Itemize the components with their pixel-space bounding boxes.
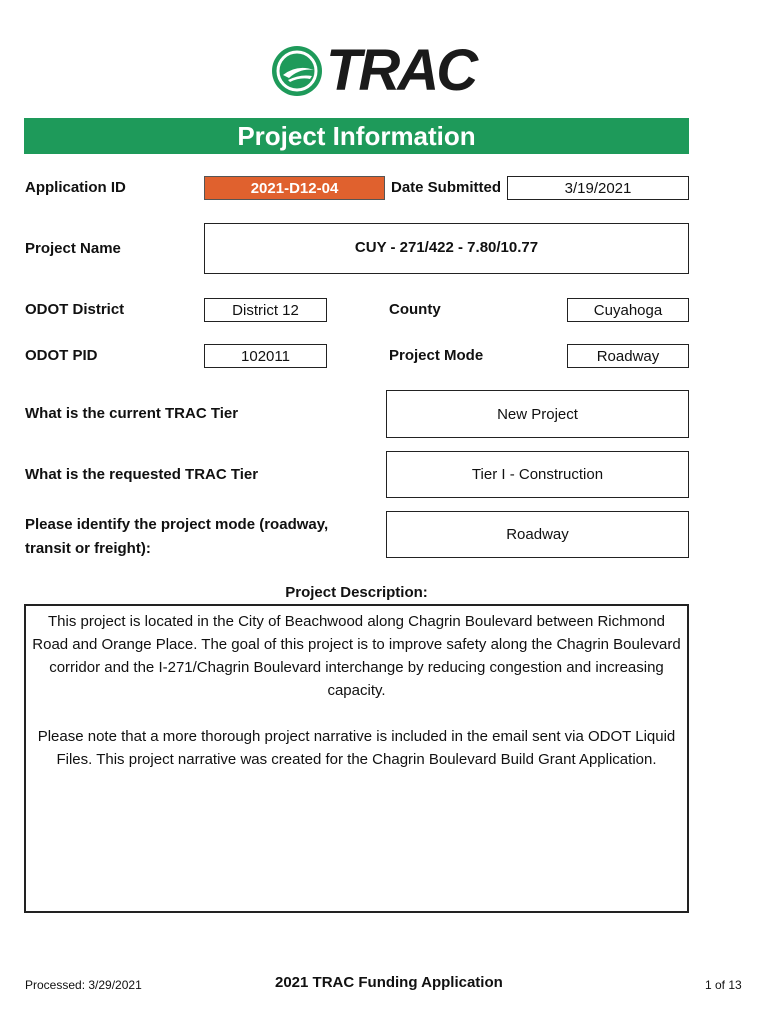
- requested-tier-label: What is the requested TRAC Tier: [25, 466, 259, 483]
- project-description-box[interactable]: [24, 604, 689, 913]
- odot-district-field[interactable]: District 12: [204, 298, 327, 322]
- date-submitted-label: Date Submitted: [391, 179, 502, 196]
- processed-date: Processed: 3/29/2021: [25, 978, 142, 992]
- date-submitted-field[interactable]: 3/19/2021: [507, 176, 689, 200]
- odot-pid-label: ODOT PID: [25, 347, 98, 364]
- current-tier-label: What is the current TRAC Tier: [25, 405, 239, 422]
- trac-emblem-icon: [270, 44, 324, 98]
- project-name-field[interactable]: CUY - 271/422 - 7.80/10.77: [204, 223, 689, 274]
- project-description-paragraph-2: Please note that a more thorough project narrative is included in the email sent via ODOT Liquid Files. This project narrative was created for the Chagrin Boulevard Build Grant Application.: [37, 728, 676, 768]
- project-description-paragraph-1: This project is located in the City of Beachwood along Chagrin Boulevard between Richmond Road and Orange Place. The goal of this project is to improve safety along the Chagrin Boulevard corridor and the I-271/Chagrin Boulevard interchange by reducing congestion and increasing capacity.: [32, 613, 681, 699]
- footer-title: 2021 TRAC Funding Application: [275, 974, 503, 991]
- project-description-title: Project Description:: [285, 584, 428, 601]
- current-tier-field[interactable]: New Project: [386, 390, 689, 438]
- odot-district-label: ODOT District: [25, 301, 125, 318]
- logo-text: TRAC: [326, 38, 476, 103]
- page-title: Project Information: [237, 121, 476, 151]
- county-label: County: [389, 301, 441, 318]
- project-name-label: Project Name: [25, 240, 121, 257]
- identify-mode-label-line1: Please identify the project mode (roadway,: [25, 516, 329, 533]
- requested-tier-field[interactable]: Tier I - Construction: [386, 451, 689, 498]
- project-mode-field[interactable]: Roadway: [567, 344, 689, 368]
- project-mode-label: Project Mode: [389, 347, 484, 364]
- page-number: 1 of 13: [705, 978, 742, 992]
- section-banner: [24, 118, 689, 154]
- trac-logo: [270, 38, 505, 103]
- application-id-field[interactable]: 2021-D12-04: [204, 176, 385, 200]
- county-field[interactable]: Cuyahoga: [567, 298, 689, 322]
- identify-mode-label-line2: transit or freight):: [25, 540, 151, 557]
- application-id-label: Application ID: [25, 179, 126, 196]
- identify-mode-field[interactable]: Roadway: [386, 511, 689, 558]
- odot-pid-field[interactable]: 102011: [204, 344, 327, 368]
